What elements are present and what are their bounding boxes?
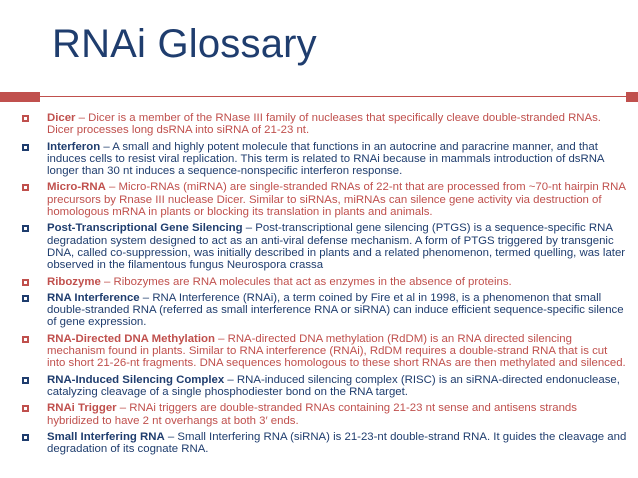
- entry-text: [47, 112, 628, 137]
- entry-definition: RNA-induced silencing complex (RISC) is an siRNA-directed endonuclease, catalyzing cleavage of a single phosphodiester bond on the RNA target.: [47, 373, 620, 398]
- slide-title: RNAi Glossary: [52, 22, 317, 66]
- entry-definition: Ribozymes are RNA molecules that act as enzymes in the absence of proteins.: [113, 275, 512, 288]
- square-bullet-icon: [22, 336, 29, 343]
- glossary-entry-sirna: [22, 431, 628, 456]
- glossary-entry-dicer: [22, 112, 628, 137]
- glossary-list: [22, 112, 628, 459]
- entry-text: [47, 292, 628, 329]
- square-bullet-icon: [22, 144, 29, 151]
- entry-text: [47, 141, 628, 178]
- entry-separator: –: [214, 332, 228, 345]
- entry-text: [47, 374, 628, 399]
- entry-definition: A small and highly potent molecule that functions in an autocrine and paracrine manner, and that induces cells to resist viral replication. This term is related to RNAi because in mammals introduction of dsRNA longer than 30 nt induces a sequence-nonspecific interferon response.: [47, 140, 604, 178]
- entry-separator: –: [100, 140, 113, 153]
- accent-bar-right: [626, 92, 638, 102]
- entry-text: [47, 333, 628, 370]
- square-bullet-icon: [22, 405, 29, 412]
- glossary-entry-rnai-trigger: [22, 402, 628, 427]
- title-divider: [40, 96, 638, 97]
- entry-term: RNA-Induced Silencing Complex: [47, 373, 225, 386]
- entry-definition: RNA Interference (RNAi), a term coined by Fire et al in 1998, is a phenomenon that small double-stranded RNA (referred as small interference RNA or siRNA) can induce efficient sequence-specific silence of gene expression.: [47, 291, 624, 329]
- entry-definition: Small Interfering RNA (siRNA) is 21-23-nt double-strand RNA. It guides the cleavage and degradation of its cognate RNA.: [47, 430, 627, 456]
- glossary-entry-rddm: [22, 333, 628, 370]
- entry-text: [47, 222, 628, 271]
- entry-text: [47, 181, 628, 218]
- glossary-entry-interferon: [22, 141, 628, 178]
- entry-definition: RNA-directed DNA methylation (RdDM) is an RNA directed silencing mechanism found in plants. Similar to RNA interference (RNAi), RdDM requires a double-strand RNA that is cut into short 21-26-nt fragments. DNA sequences homologous to these short RNAs are then methylated and silenced.: [47, 332, 626, 370]
- entry-term: Small Interfering RNA: [47, 430, 165, 443]
- square-bullet-icon: [22, 295, 29, 302]
- entry-definition: Post-transcriptional gene silencing (PTGS) is a sequence-specific RNA degradation system designed to act as an anti-viral defense mechanism. A form of PTGS triggered by transgenic DNA, called co-suppression, was initially described in plants and a related phenomenon, termed quelling, was later observed in the filamentous fungus Neurospora crassa: [47, 222, 626, 272]
- entry-text: [47, 276, 628, 288]
- glossary-entry-ptgs: [22, 222, 628, 271]
- entry-term: Interferon: [47, 140, 101, 153]
- square-bullet-icon: [22, 434, 29, 441]
- entry-separator: –: [105, 181, 119, 194]
- entry-term: Post-Transcriptional Gene Silencing: [47, 222, 243, 235]
- square-bullet-icon: [22, 279, 29, 286]
- glossary-entry-rna-interference: [22, 292, 628, 329]
- entry-separator: –: [164, 430, 178, 443]
- entry-separator: –: [116, 402, 130, 415]
- entry-separator: –: [100, 275, 114, 288]
- entry-term: Dicer: [47, 112, 76, 124]
- entry-separator: –: [242, 222, 256, 235]
- entry-definition: RNAi triggers are double-stranded RNAs containing 21-23 nt sense and antisens strands hybridized to have 2 nt overhangs at both 3′ ends.: [47, 402, 577, 427]
- entry-text: [47, 402, 628, 427]
- entry-term: RNA-Directed DNA Methylation: [47, 332, 215, 345]
- square-bullet-icon: [22, 115, 29, 122]
- square-bullet-icon: [22, 225, 29, 232]
- square-bullet-icon: [22, 184, 29, 191]
- entry-definition: Dicer is a member of the RNase III family of nucleases that specifically cleave double-stranded RNAs. Dicer processes long dsRNA into siRNA of 21-23 nt.: [47, 112, 601, 137]
- entry-separator: –: [224, 373, 237, 386]
- entry-term: Micro-RNA: [47, 181, 106, 194]
- entry-separator: –: [75, 112, 89, 124]
- entry-definition: Micro-RNAs (miRNA) are single-stranded RNAs of 22-nt that are processed from ~70-nt hairpin RNA precursors by Rnase III nuclease Dicer. Similar to siRNAs, miRNAs can silence gene activity via destruction of homologous mRNA in plants or blocking its translation in plants and animals.: [47, 181, 626, 219]
- glossary-entry-micro-rna: [22, 181, 628, 218]
- square-bullet-icon: [22, 377, 29, 384]
- entry-text: [47, 431, 628, 456]
- entry-term: RNAi Trigger: [47, 402, 117, 415]
- accent-bar-left: [0, 92, 40, 102]
- glossary-entry-risc: [22, 374, 628, 399]
- entry-term: RNA Interference: [47, 291, 140, 304]
- entry-separator: –: [139, 291, 153, 304]
- entry-term: Ribozyme: [47, 275, 101, 288]
- glossary-entry-ribozyme: [22, 276, 628, 288]
